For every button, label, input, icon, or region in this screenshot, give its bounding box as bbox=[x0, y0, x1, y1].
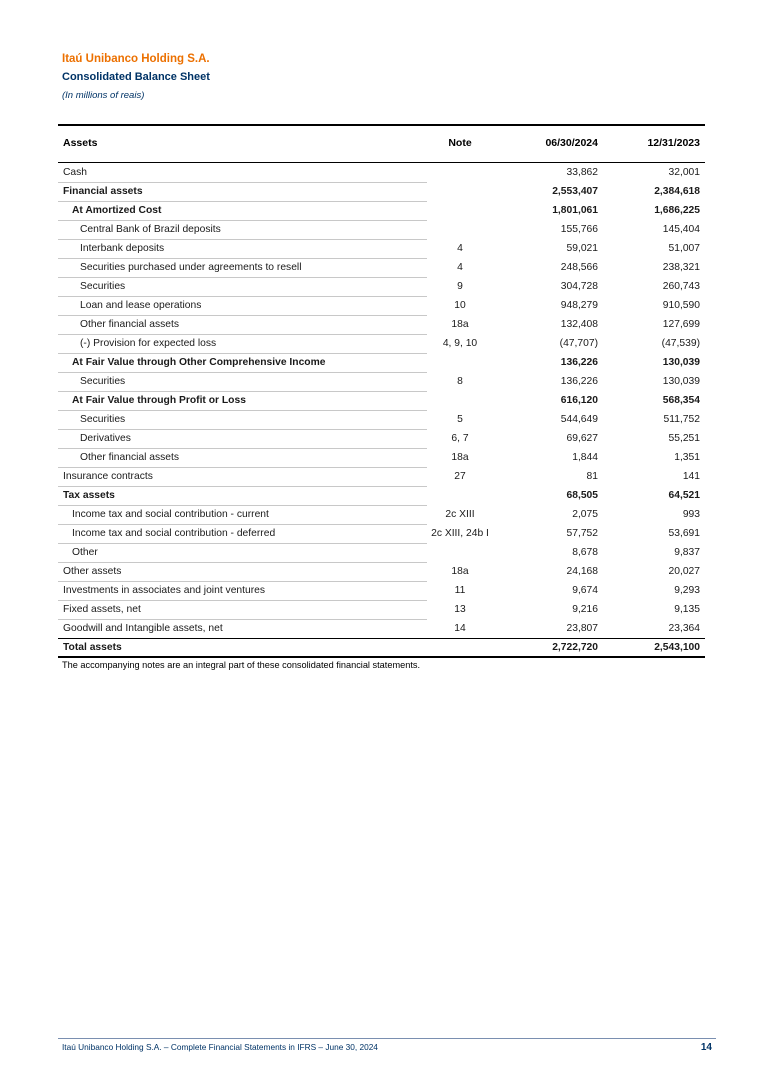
row-label: Tax assets bbox=[63, 490, 115, 501]
table-row bbox=[58, 354, 705, 373]
row-note: 2c XIII bbox=[445, 509, 475, 520]
table-row bbox=[58, 278, 705, 297]
row-value-period2: 20,027 bbox=[668, 566, 700, 577]
row-value-period2: 23,364 bbox=[668, 623, 700, 634]
row-value-period1: 33,862 bbox=[566, 167, 598, 178]
row-value-period2: 511,752 bbox=[663, 414, 700, 425]
row-label: Securities purchased under agreements to resell bbox=[80, 262, 302, 273]
row-value-period2: 2,384,618 bbox=[654, 186, 700, 197]
row-value-period1: 1,844 bbox=[572, 452, 598, 463]
row-value-period1: 23,807 bbox=[566, 623, 598, 634]
table-row bbox=[58, 335, 705, 354]
row-value-period2: 9,837 bbox=[674, 547, 700, 558]
table-row bbox=[58, 373, 705, 392]
page-number: 14 bbox=[700, 1042, 712, 1053]
row-value-period2: 141 bbox=[682, 471, 700, 482]
row-value-period2: 130,039 bbox=[662, 357, 700, 368]
table-row bbox=[58, 164, 705, 183]
footer-text: Itaú Unibanco Holding S.A. – Complete Financial Statements in IFRS – June 30, 2024 bbox=[62, 1042, 378, 1052]
row-value-period2: 9,293 bbox=[674, 585, 700, 596]
row-value-period2: 145,404 bbox=[662, 224, 700, 235]
total-label: Total assets bbox=[63, 642, 122, 653]
row-label: Insurance contracts bbox=[63, 471, 153, 482]
table-row bbox=[58, 221, 705, 240]
row-label: Securities bbox=[80, 281, 126, 292]
column-header-period1: 06/30/2024 bbox=[545, 137, 598, 149]
row-value-period1: 136,226 bbox=[560, 357, 598, 368]
row-value-period2: 51,007 bbox=[668, 243, 700, 254]
row-value-period1: 24,168 bbox=[566, 566, 598, 577]
row-label: Fixed assets, net bbox=[63, 604, 141, 615]
row-value-period1: 616,120 bbox=[560, 395, 598, 406]
row-label: Income tax and social contribution - deferred bbox=[72, 528, 276, 539]
row-value-period2: 64,521 bbox=[668, 490, 700, 501]
table-row bbox=[58, 411, 705, 430]
table-row bbox=[58, 259, 705, 278]
table-row bbox=[58, 392, 705, 411]
row-label: Interbank deposits bbox=[80, 243, 165, 254]
row-note: 4 bbox=[457, 243, 463, 254]
total-value-period2: 2,543,100 bbox=[654, 642, 700, 653]
row-value-period2: 9,135 bbox=[674, 604, 700, 615]
row-value-period2: 238,321 bbox=[662, 262, 700, 273]
row-note: 2c XIII, 24b I bbox=[431, 528, 489, 539]
row-value-period1: 9,674 bbox=[572, 585, 598, 596]
row-value-period2: (47,539) bbox=[661, 338, 700, 349]
row-value-period2: 127,699 bbox=[662, 319, 700, 330]
statement-title: Consolidated Balance Sheet bbox=[62, 71, 210, 83]
row-label: Other financial assets bbox=[80, 452, 180, 463]
row-label: Other assets bbox=[63, 566, 122, 577]
row-value-period1: 9,216 bbox=[572, 604, 598, 615]
table-row bbox=[58, 601, 705, 620]
header-rule bbox=[58, 162, 705, 163]
row-value-period1: 948,279 bbox=[560, 300, 598, 311]
row-label: Other financial assets bbox=[80, 319, 180, 330]
row-value-period1: 2,075 bbox=[572, 509, 598, 520]
row-note: 4 bbox=[457, 262, 463, 273]
total-top-rule bbox=[58, 638, 705, 639]
row-label: At Amortized Cost bbox=[72, 205, 162, 216]
row-value-period1: 1,801,061 bbox=[552, 205, 598, 216]
row-value-period1: 8,678 bbox=[572, 547, 598, 558]
row-note: 6, 7 bbox=[451, 433, 469, 444]
row-value-period2: 1,686,225 bbox=[654, 205, 700, 216]
row-value-period2: 568,354 bbox=[662, 395, 700, 406]
column-header-assets: Assets bbox=[63, 137, 98, 149]
total-bottom-rule bbox=[58, 656, 705, 658]
row-value-period2: 55,251 bbox=[668, 433, 700, 444]
balance-sheet-table bbox=[58, 164, 705, 658]
table-row bbox=[58, 525, 705, 544]
table-row bbox=[58, 487, 705, 506]
row-value-period1: 248,566 bbox=[560, 262, 598, 273]
table-row bbox=[58, 563, 705, 582]
row-label: Cash bbox=[63, 167, 88, 178]
table-row bbox=[58, 449, 705, 468]
row-value-period2: 53,691 bbox=[668, 528, 700, 539]
total-value-period1: 2,722,720 bbox=[552, 642, 598, 653]
row-label: Securities bbox=[80, 376, 126, 387]
row-value-period1: 136,226 bbox=[560, 376, 598, 387]
row-label: Securities bbox=[80, 414, 126, 425]
row-label: Loan and lease operations bbox=[80, 300, 202, 311]
table-top-rule bbox=[58, 124, 705, 126]
row-value-period1: 2,553,407 bbox=[552, 186, 598, 197]
row-value-period1: 59,021 bbox=[566, 243, 598, 254]
row-value-period1: 81 bbox=[586, 471, 598, 482]
row-note: 8 bbox=[457, 376, 463, 387]
column-header-period2: 12/31/2023 bbox=[647, 137, 700, 149]
row-value-period1: 57,752 bbox=[566, 528, 598, 539]
column-header-note: Note bbox=[448, 137, 472, 149]
row-value-period2: 260,743 bbox=[662, 281, 700, 292]
row-value-period2: 32,001 bbox=[668, 167, 700, 178]
row-label: (-) Provision for expected loss bbox=[80, 338, 217, 349]
row-label: Central Bank of Brazil deposits bbox=[80, 224, 221, 235]
row-label: Financial assets bbox=[63, 186, 143, 197]
row-note: 18a bbox=[451, 566, 469, 577]
units-note: (In millions of reais) bbox=[62, 90, 145, 101]
table-row bbox=[58, 544, 705, 563]
row-value-period1: (47,707) bbox=[559, 338, 598, 349]
row-value-period2: 1,351 bbox=[674, 452, 700, 463]
row-value-period2: 910,590 bbox=[662, 300, 700, 311]
table-row bbox=[58, 297, 705, 316]
row-label: At Fair Value through Profit or Loss bbox=[72, 395, 246, 406]
row-note: 5 bbox=[457, 414, 463, 425]
table-row bbox=[58, 316, 705, 335]
table-row bbox=[58, 430, 705, 449]
footnote: The accompanying notes are an integral part of these consolidated financial statements. bbox=[62, 660, 421, 670]
row-value-period1: 544,649 bbox=[560, 414, 598, 425]
row-note: 27 bbox=[454, 471, 466, 482]
table-row bbox=[58, 202, 705, 221]
company-name: Itaú Unibanco Holding S.A. bbox=[62, 53, 210, 65]
row-label: Derivatives bbox=[80, 433, 131, 444]
row-note: 11 bbox=[454, 585, 466, 596]
row-value-period1: 132,408 bbox=[560, 319, 598, 330]
row-note: 9 bbox=[457, 281, 463, 292]
row-value-period2: 130,039 bbox=[662, 376, 700, 387]
row-note: 18a bbox=[451, 319, 469, 330]
row-value-period1: 68,505 bbox=[566, 490, 598, 501]
row-label: Income tax and social contribution - current bbox=[72, 509, 269, 520]
table-row bbox=[58, 582, 705, 601]
row-label: Goodwill and Intangible assets, net bbox=[63, 623, 223, 634]
row-note: 10 bbox=[454, 300, 466, 311]
table-row bbox=[58, 620, 705, 639]
row-value-period1: 304,728 bbox=[560, 281, 598, 292]
row-note: 4, 9, 10 bbox=[442, 338, 478, 349]
row-value-period1: 155,766 bbox=[560, 224, 598, 235]
table-row bbox=[58, 240, 705, 259]
row-note: 18a bbox=[451, 452, 469, 463]
table-row bbox=[58, 506, 705, 525]
table-row bbox=[58, 468, 705, 487]
row-label: Other bbox=[72, 547, 98, 558]
table-row bbox=[58, 183, 705, 202]
row-value-period1: 69,627 bbox=[566, 433, 598, 444]
footer-rule bbox=[58, 1038, 716, 1039]
row-value-period2: 993 bbox=[682, 509, 700, 520]
row-label: Investments in associates and joint ventures bbox=[63, 585, 266, 596]
row-note: 14 bbox=[454, 623, 466, 634]
row-label: At Fair Value through Other Comprehensive Income bbox=[72, 357, 326, 368]
row-note: 13 bbox=[454, 604, 466, 615]
